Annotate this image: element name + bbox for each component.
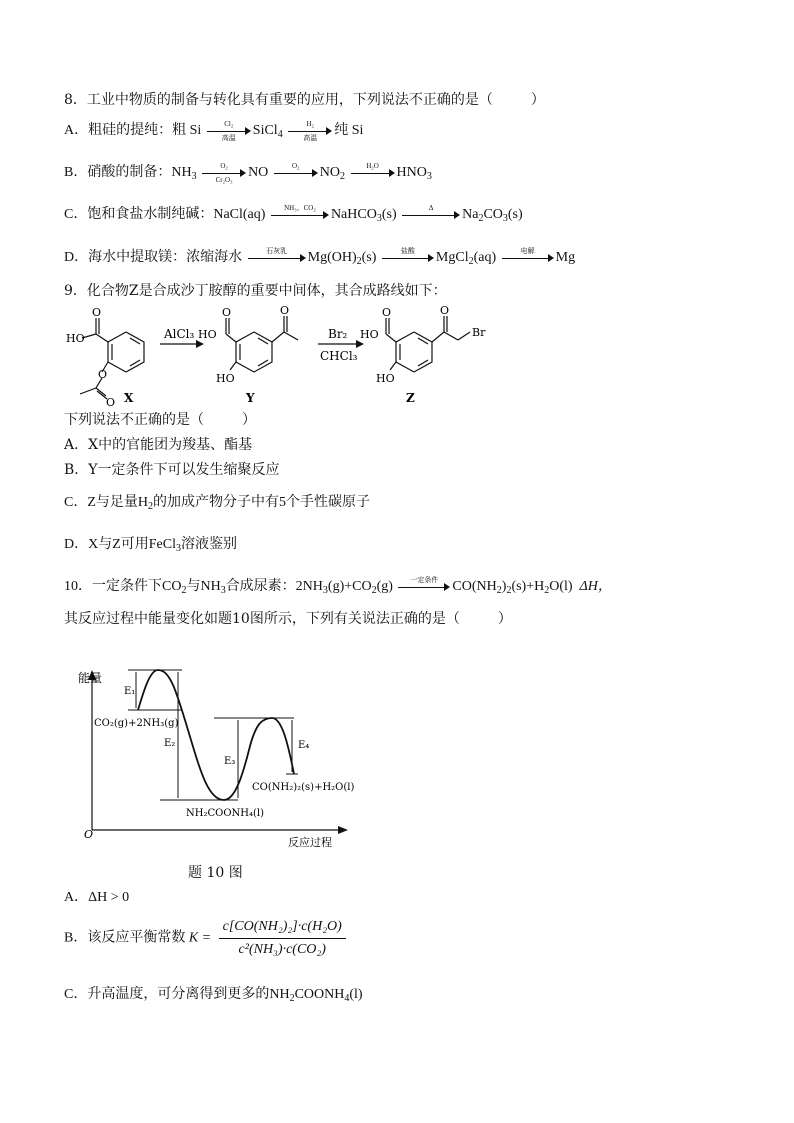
x-axis-arrow bbox=[338, 826, 348, 834]
q10-stem-mid2: 合成尿素：2NH bbox=[225, 579, 323, 595]
q9-option-b: B．Y一定条件下可以发生缩聚反应 bbox=[64, 462, 280, 478]
arrow-top: NH₃、CO₂ bbox=[284, 204, 316, 212]
q8-c-p2-mid: CO bbox=[483, 207, 503, 223]
q9-c-pre: C．Z与足量H bbox=[64, 495, 148, 510]
label-y: Y bbox=[246, 391, 255, 405]
synthesis-route-diagram bbox=[64, 302, 504, 406]
atom-o: O bbox=[222, 306, 232, 319]
q10-stem bbox=[64, 578, 612, 596]
q10-sub: 3 bbox=[322, 585, 328, 597]
q8-c-p1-sub: 3 bbox=[376, 213, 382, 225]
q10-c-post: (l) bbox=[349, 987, 363, 1002]
q9-option-c bbox=[64, 494, 370, 512]
q10-line2-text: 其反应过程中能量变化如题10图所示，下列有关说法正确的是（ bbox=[64, 611, 460, 627]
reaction-arrow bbox=[402, 206, 460, 224]
q9-d-pre: D．X与Z可用FeCl bbox=[64, 537, 176, 552]
q8-c-p2-sub2: 3 bbox=[502, 213, 508, 225]
arrow-bottom: 高温 bbox=[303, 134, 318, 142]
q10-sub: 2 bbox=[496, 585, 502, 597]
arrow-top: H₂O bbox=[366, 162, 379, 170]
q8-b-sub: 3 bbox=[191, 171, 197, 183]
reaction-arrow bbox=[288, 122, 332, 140]
q9-c-sub: 2 bbox=[148, 501, 153, 512]
q8-stem-text: 8．工业中物质的制备与转化具有重要的应用，下列说法不正确的是（ bbox=[64, 92, 493, 108]
q8-c-p1-tail: (s) bbox=[381, 207, 397, 223]
q9-d-sub: 3 bbox=[176, 543, 181, 554]
q8-b-p2: NO bbox=[319, 165, 341, 181]
q8-d-p2-tail: (aq) bbox=[473, 250, 497, 266]
reaction-arrow bbox=[248, 249, 306, 267]
arrow-top: H₂ bbox=[306, 120, 314, 128]
q9-stem: 9．化合物Z是合成沙丁胺醇的重要中间体，其合成路线如下： bbox=[64, 283, 447, 299]
energy-profile-diagram bbox=[78, 650, 358, 850]
q9-option-d bbox=[64, 536, 237, 554]
q8-c-p1: NaHCO bbox=[330, 207, 377, 223]
q8-c-p2: Na bbox=[462, 207, 479, 223]
arrow-top: 盐酸 bbox=[400, 247, 415, 255]
q10-sub: 2 bbox=[371, 585, 377, 597]
reaction-arrow bbox=[202, 164, 246, 182]
q9-option-a: A．X中的官能团为羧基、酯基 bbox=[64, 437, 253, 453]
e1-label: E₁ bbox=[124, 686, 136, 697]
q10-eq-g2: (g) bbox=[376, 579, 393, 595]
reagent-alcl3: AlCl₃ bbox=[164, 327, 195, 341]
q10-stem-pre: 10．一定条件下CO bbox=[64, 579, 182, 595]
q10-option-b bbox=[64, 918, 346, 964]
q8-c-p2-tail: (s) bbox=[507, 207, 523, 223]
q8-c-p2-sub: 2 bbox=[478, 213, 484, 225]
molecule-x bbox=[80, 318, 144, 399]
arrow-head bbox=[196, 340, 204, 348]
q10-b-k: K = bbox=[188, 930, 212, 946]
q10-c-sub2: 4 bbox=[344, 993, 350, 1004]
arrow-top: O₂ bbox=[220, 162, 228, 170]
q8-a-mid-sub: 4 bbox=[277, 129, 283, 141]
q10-eq-prod2: ) bbox=[501, 579, 507, 595]
reaction-arrow bbox=[271, 206, 329, 224]
atom-o: O bbox=[92, 306, 102, 319]
q10-paren: ） bbox=[497, 611, 512, 627]
q10-line2 bbox=[64, 610, 512, 628]
arrow-top: Cl₂ bbox=[224, 120, 234, 128]
reagent-chcl3: CHCl₃ bbox=[320, 349, 358, 363]
atom-ho: HO bbox=[66, 332, 85, 345]
q8-b-p3: HNO bbox=[396, 165, 427, 181]
q8-option-b bbox=[64, 164, 432, 182]
q8-option-d bbox=[64, 249, 575, 267]
reactant-label: CO₂(g)+2NH₃(g) bbox=[94, 718, 179, 729]
q10-eq-prod4: O(l) bbox=[549, 579, 573, 595]
reaction-arrow bbox=[502, 249, 554, 267]
arrow-top: O₂ bbox=[292, 162, 300, 170]
reagent-br2: Br₂ bbox=[328, 327, 348, 341]
equilibrium-constant-fraction bbox=[219, 918, 346, 959]
q8-d-p1: Mg(OH) bbox=[307, 250, 357, 266]
q10-delta-h: ΔH， bbox=[579, 579, 612, 595]
reaction-arrow bbox=[207, 122, 251, 140]
reaction-arrow bbox=[382, 249, 434, 267]
arrow-top: 石灰乳 bbox=[266, 247, 288, 255]
molecule-z bbox=[386, 316, 470, 372]
q10-sub: 2 bbox=[544, 585, 550, 597]
y-axis-label: 能量 bbox=[78, 671, 103, 685]
energy-curve bbox=[138, 670, 294, 800]
q8-b-label: B．硝酸的制备：NH bbox=[64, 165, 192, 181]
q10-stem-mid: 与NH bbox=[186, 579, 221, 595]
q10-option-a: A．ΔH > 0 bbox=[64, 890, 130, 905]
origin-label: O bbox=[84, 828, 94, 841]
q8-b-p2-sub: 2 bbox=[340, 171, 346, 183]
label-x: X bbox=[124, 391, 134, 405]
intermediate-label: NH₂COONH₄(l) bbox=[186, 808, 265, 819]
q8-option-a bbox=[64, 122, 363, 140]
atom-ho: HO bbox=[360, 328, 379, 341]
q8-d-p3: Mg bbox=[555, 250, 576, 266]
e4-label: E₄ bbox=[298, 740, 310, 751]
reaction-arrow bbox=[274, 164, 318, 182]
fraction-numerator: c[CO(NH₂)₂]·c(H₂O) bbox=[219, 918, 346, 939]
arrow-bottom: Cr₂O₃ bbox=[215, 176, 233, 184]
q10-c-mid: COONH bbox=[294, 987, 345, 1002]
arrow-bottom: 高温 bbox=[221, 134, 236, 142]
atom-o: O bbox=[382, 306, 392, 319]
q9-paren: ） bbox=[242, 412, 256, 428]
e3-label: E₃ bbox=[224, 756, 236, 767]
q10-eq-prod: CO(NH bbox=[452, 579, 497, 595]
q8-d-label: D．海水中提取镁：浓缩海水 bbox=[64, 250, 243, 266]
q8-option-c bbox=[64, 206, 523, 224]
atom-ho: HO bbox=[376, 372, 395, 385]
molecule-y bbox=[226, 316, 298, 372]
q10-sub: 2 bbox=[181, 585, 187, 597]
atom-o: O bbox=[106, 396, 116, 406]
atom-o: O bbox=[440, 304, 450, 317]
q10-eq-g1: (g)+CO bbox=[327, 579, 372, 595]
q9-d-post: 溶液鉴别 bbox=[181, 537, 237, 552]
q8-a-end: 纯 Si bbox=[334, 123, 364, 139]
x-axis-label: 反应过程 bbox=[288, 836, 332, 849]
q8-stem bbox=[64, 91, 545, 109]
q8-b-p1: NO bbox=[248, 165, 269, 181]
atom-ho: HO bbox=[198, 328, 217, 341]
q10-c-sub: 2 bbox=[289, 993, 295, 1004]
q10-sub: 2 bbox=[506, 585, 512, 597]
q9-question bbox=[64, 411, 256, 429]
figure-caption: 题 10 图 bbox=[188, 865, 243, 881]
arrow-head bbox=[356, 340, 364, 348]
arrow-top: 一定条件 bbox=[410, 576, 439, 584]
e2-label: E₂ bbox=[164, 738, 176, 749]
q8-d-p2-sub: 2 bbox=[468, 256, 474, 268]
q8-d-p1-tail: (s) bbox=[361, 250, 377, 266]
fraction-denominator: c²(NH₃)·c(CO₂) bbox=[238, 942, 326, 957]
q10-eq-prod3: (s)+H bbox=[511, 579, 545, 595]
q9-c-post: 的加成产物分子中有5个手性碳原子 bbox=[153, 495, 370, 510]
atom-o: O bbox=[98, 368, 108, 381]
q8-d-p1-sub: 2 bbox=[356, 256, 362, 268]
arrow-top: 电解 bbox=[520, 247, 535, 255]
q8-d-p2: MgCl bbox=[435, 250, 469, 266]
atom-o: O bbox=[280, 304, 290, 317]
q8-paren: ） bbox=[530, 92, 545, 108]
atom-br: Br bbox=[472, 326, 486, 339]
q10-option-c bbox=[64, 986, 363, 1004]
q10-c-pre: C．升高温度，可分离得到更多的NH bbox=[64, 987, 290, 1002]
q9-question-text: 下列说法不正确的是（ bbox=[64, 412, 204, 428]
q8-a-mid: SiCl bbox=[252, 123, 278, 139]
arrow-top: Δ bbox=[428, 204, 434, 212]
reaction-arrow bbox=[351, 164, 395, 182]
q10-sub: 3 bbox=[220, 585, 226, 597]
q8-a-label: A．粗硅的提纯：粗 Si bbox=[64, 123, 202, 139]
product-label: CO(NH₂)₂(s)+H₂O(l) bbox=[252, 782, 355, 793]
equilibrium-arrow bbox=[398, 578, 450, 596]
q8-c-label: C．饱和食盐水制纯碱：NaCl(aq) bbox=[64, 207, 266, 223]
atom-ho: HO bbox=[216, 372, 235, 385]
label-z: Z bbox=[406, 391, 415, 405]
q8-b-p3-sub: 3 bbox=[426, 171, 432, 183]
q10-b-pre: B．该反应平衡常数 bbox=[64, 930, 186, 946]
